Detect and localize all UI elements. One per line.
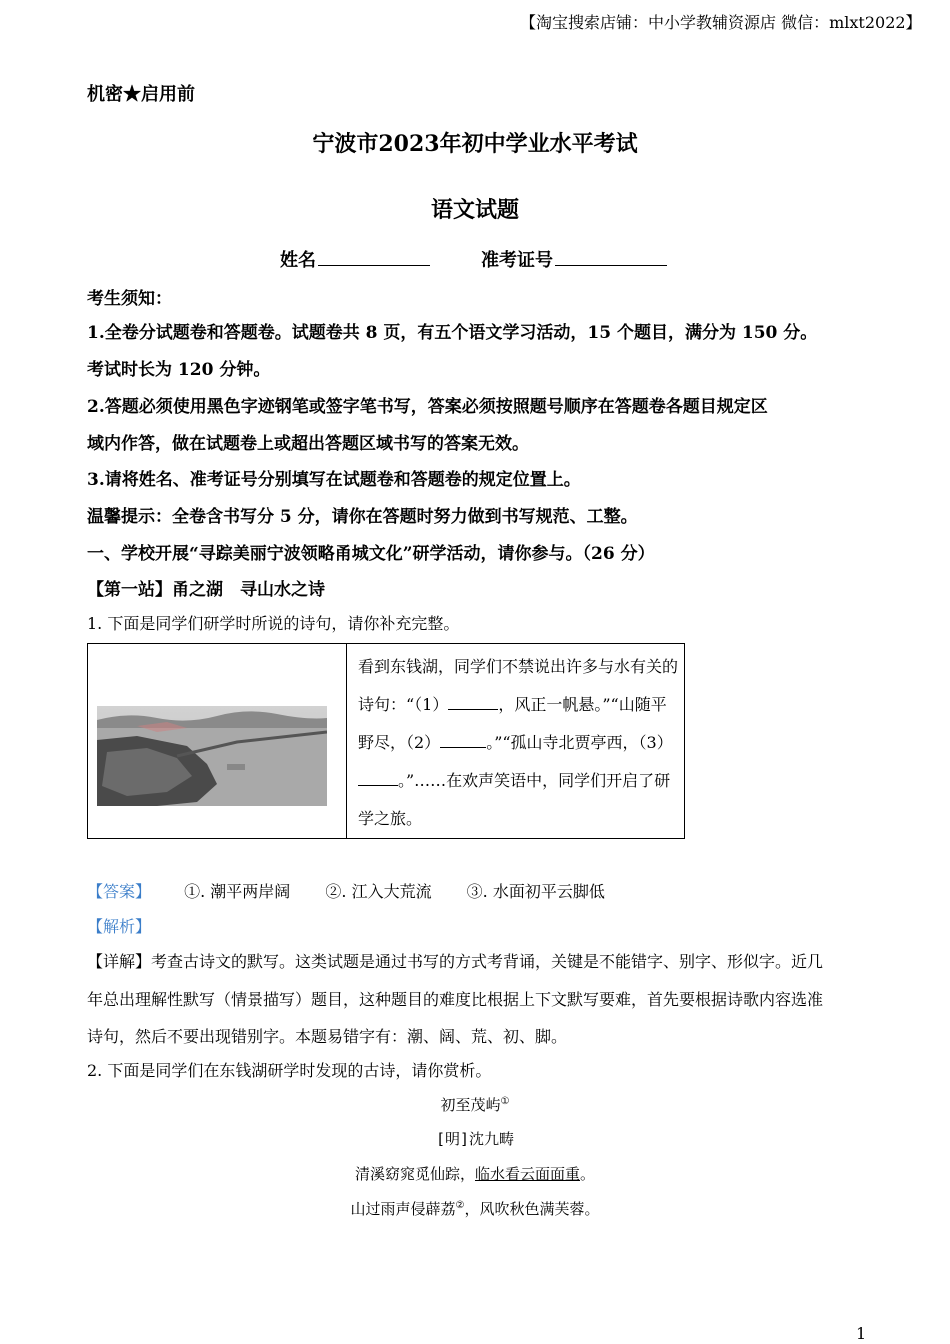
- tip-text: 温馨提示：全卷含书写分 5 分，请你在答题时努力做到书写规范、工整。: [87, 507, 638, 527]
- id-blank[interactable]: [555, 247, 667, 266]
- q1-blank-2[interactable]: [440, 733, 486, 748]
- poem-author: [明]沈九畴: [435, 1130, 515, 1148]
- q1-text-4: 。”……在欢声笑语中，同学们开启了研学之旅。: [358, 771, 671, 828]
- answer-2: ②. 江入大荒流: [325, 882, 432, 901]
- poem-line-2a: 山过雨声侵薜荔: [350, 1200, 456, 1218]
- poem-line-1: [0, 1163, 950, 1184]
- poem-line-2: [0, 1198, 950, 1219]
- exam-title: 宁波市2023年初中学业水平考试: [312, 131, 638, 157]
- analysis-label: 【解析】: [87, 917, 152, 936]
- detail-line-2: 年总出理解性默写（情景描写）题目，这种题目的难度比根据上下文默写要难，首先要根据诗歌内容选准: [87, 990, 824, 1009]
- notice-1b: 考试时长为 120 分钟。: [87, 360, 271, 380]
- poem-line-2b: ，风吹秋色满芙蓉。: [464, 1200, 600, 1218]
- q1-box-text: [358, 648, 680, 838]
- q1-blank-3[interactable]: [358, 771, 398, 786]
- poem-title: [0, 1094, 950, 1115]
- subject-title: 语文试题: [430, 197, 519, 223]
- id-field: [481, 246, 667, 272]
- poem-title-text: 初至茂屿: [440, 1096, 501, 1114]
- q1-prompt: 1. 下面是同学们研学时所说的诗句，请你补充完整。: [87, 614, 460, 633]
- poem-line-1c: 。: [580, 1165, 596, 1183]
- notice-1a: 1.全卷分试题卷和答题卷。试题卷共 8 页，有五个语文学习活动，15 个题目，满分为 150 分。: [87, 323, 818, 343]
- box-divider: [346, 644, 347, 838]
- notice-heading: 考生须知：: [87, 289, 172, 309]
- answer-1: ①. 潮平两岸阔: [184, 882, 291, 901]
- answer-3: ③. 水面初平云脚低: [466, 882, 605, 901]
- name-label: 姓名: [280, 250, 316, 271]
- lake-photo: [97, 706, 327, 806]
- q1-text-3: 。”“孤山寺北贾亭西，（3）: [486, 733, 673, 752]
- notice-2a: 2.答题必须使用黑色字迹钢笔或签字笔书写，答案必须按照题号顺序在答题卷各题目规定区: [87, 397, 768, 417]
- page-number: 1: [856, 1324, 867, 1343]
- confidential-label: 机密★启用前: [87, 84, 195, 105]
- lake-photo-graphic: [97, 706, 327, 806]
- poem-line-1a: 清溪窈窕觅仙踪，: [354, 1165, 475, 1183]
- q1-text-2: ，风正一帆悬。”“山随平野尽，（2）: [358, 695, 667, 752]
- answer-row: [87, 879, 605, 902]
- detail-line-1: 【详解】考查古诗文的默写。这类试题是通过书写的方式考背诵，关键是不能错字、别字、形似字。近几: [87, 952, 824, 971]
- poem-title-note: ①: [500, 1096, 510, 1107]
- q1-blank-1[interactable]: [448, 695, 498, 710]
- detail-line-3: 诗句，然后不要出现错别字。本题易错字有：潮、阔、荒、初、脚。: [87, 1027, 568, 1046]
- poem-line-1b: 临水看云面面重: [474, 1165, 580, 1183]
- notice-2b: 域内作答，做在试题卷上或超出答题区域书写的答案无效。: [87, 434, 529, 454]
- section-1-heading: 一、学校开展“寻踪美丽宁波领略甬城文化”研学活动，请你参与。（26 分）: [87, 544, 655, 564]
- header-note: 【淘宝搜索店铺：中小学教辅资源店 微信：mlxt2022】: [520, 13, 922, 32]
- notice-3: 3.请将姓名、准考证号分别填写在试题卷和答题卷的规定位置上。: [87, 470, 581, 490]
- q1-box: [87, 643, 685, 839]
- q2-prompt: 2. 下面是同学们在东钱湖研学时发现的古诗，请你赏析。: [87, 1061, 492, 1080]
- poem-line-2-note: ②: [455, 1200, 465, 1211]
- answer-label: 【答案】: [87, 882, 152, 901]
- id-label: 准考证号: [481, 250, 553, 271]
- station-1-heading: 【第一站】甬之湖 寻山水之诗: [87, 580, 325, 600]
- name-field: [280, 246, 430, 272]
- q1-text-1: 看到东钱湖，同学们不禁说出许多与水有关的诗句：“（1）: [358, 657, 679, 714]
- name-blank[interactable]: [318, 247, 430, 266]
